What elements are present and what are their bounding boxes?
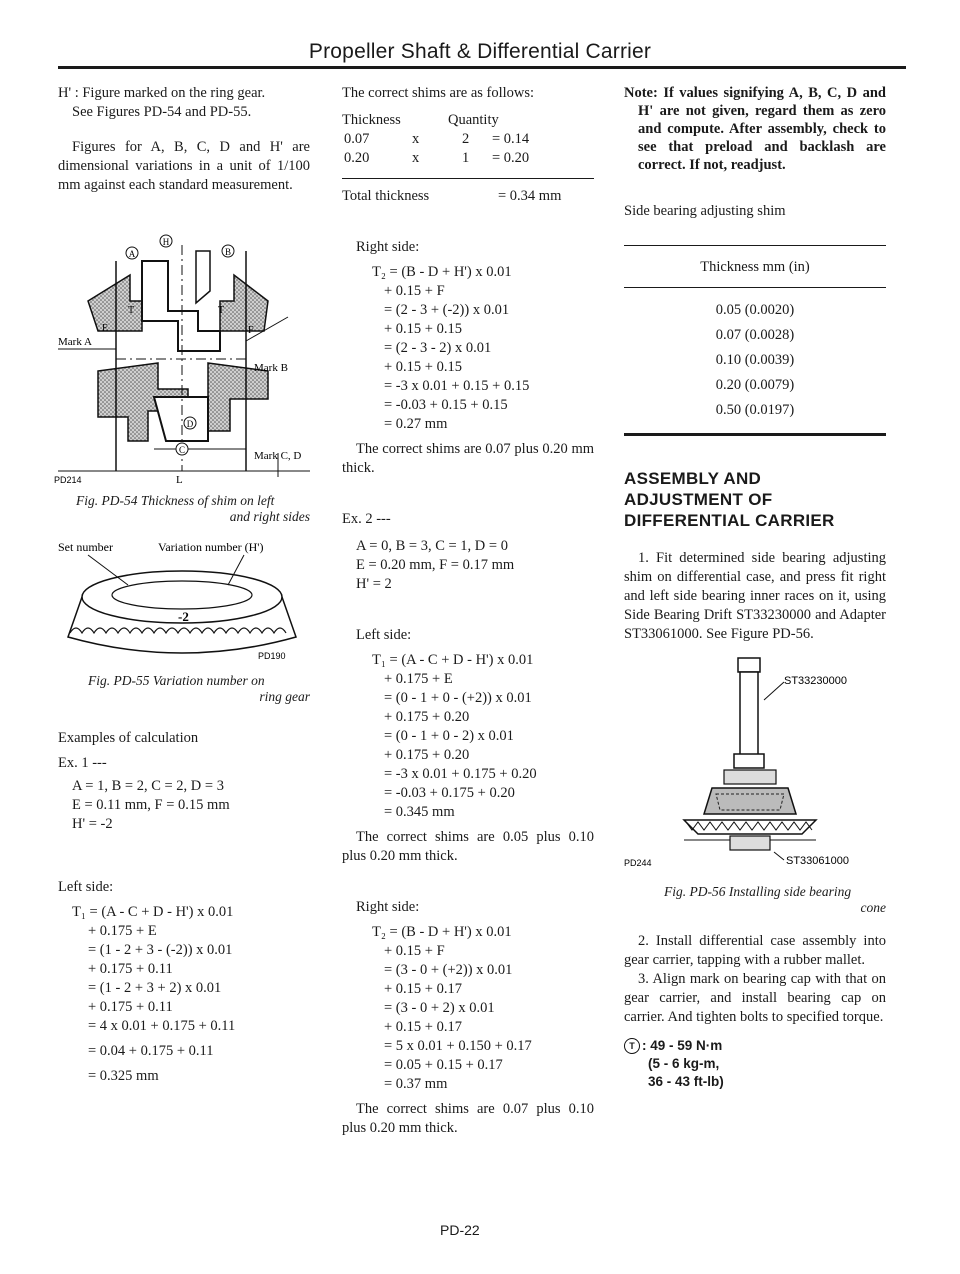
section-heading-line: DIFFERENTIAL CARRIER (624, 511, 835, 530)
shim-value: 0.07 (0.0028) (715, 327, 795, 343)
calc-line: + 0.175 + 0.20 (384, 709, 470, 725)
cell: 2 (462, 131, 470, 147)
calc-line: + 0.175 + 0.11 (88, 961, 173, 977)
shim-values-list (624, 298, 886, 423)
label-d: D (186, 419, 194, 429)
label-h: H (162, 237, 170, 247)
shim-table-top-rule (624, 245, 886, 246)
total-label: Total thickness (342, 188, 430, 204)
label-t1: T (128, 305, 135, 316)
shim-value: 0.05 (0.0020) (715, 302, 795, 318)
calc-line: + 0.15 + F (384, 943, 445, 959)
bearing-drift-drawing (624, 654, 886, 874)
ex1-right-calculation (342, 263, 594, 434)
total-row (342, 187, 594, 206)
cell: = 0.14 (492, 131, 530, 147)
calc-line: + 0.15 + 0.17 (384, 1019, 462, 1035)
figure-code-pd214: PD214 (54, 475, 82, 485)
caption-line-1: Fig. PD-56 Installing side bearing (664, 884, 852, 899)
step-2: 2. Install differential case assembly into gear carrier, tapping with a rubber mallet. (624, 933, 886, 968)
shim-table-header (342, 111, 594, 130)
figures-paragraph: Figures for A, B, C, D and H' are dimensional variations in a unit of 1/100 mm against each standard measurement. (58, 139, 310, 193)
shim-table (342, 111, 594, 168)
ex2-right-calculation (342, 923, 594, 1094)
calc-line: = -3 x 0.01 + 0.15 + 0.15 (384, 378, 530, 394)
page-title: Propeller Shaft & Differential Carrier (308, 40, 652, 63)
right-side-label: Right side: (356, 239, 420, 255)
shim-table-title: Side bearing adjusting shim (624, 203, 786, 219)
figure-pd54 (54, 221, 310, 486)
section-heading (624, 468, 886, 531)
hprime-definition: H' : Figure marked on the ring gear. (58, 85, 266, 101)
page-number: PD-22 (440, 1222, 480, 1238)
column-3 (624, 84, 886, 1091)
calc-line: = (3 - 0 + (+2)) x 0.01 (384, 962, 513, 978)
note-paragraph: Note: If values signifying A, B, C, D and H' are not given, regard them as zero and compute. After assembly, check to see that preload and backlash are correct. If not, readjust. (624, 85, 886, 173)
ring-gear-drawing (58, 541, 310, 671)
torque-icon: T (624, 1038, 640, 1054)
example-1-label: Ex. 1 --- (58, 755, 107, 771)
label-l: L (176, 474, 183, 486)
label-c: C (178, 445, 186, 455)
caption-line-2: ring gear (259, 689, 310, 704)
table-rule (342, 178, 594, 179)
calc-line: = (2 - 3 + (-2)) x 0.01 (384, 302, 510, 318)
calc-line: T₁ = (A - C + D - H') x 0.01 (72, 904, 234, 920)
examples-heading: Examples of calculation (58, 730, 199, 746)
calc-line: = 0.325 mm (88, 1068, 159, 1084)
header-thickness: Thickness (342, 112, 401, 128)
section-heading-line: ASSEMBLY AND (624, 469, 762, 488)
calc-line: T₁ = (A - C + D - H') x 0.01 (372, 652, 534, 668)
calc-line: + 0.175 + E (384, 671, 453, 687)
ex2-left-result: The correct shims are 0.05 plus 0.10 plus 0.20 mm thick. (342, 829, 594, 864)
label-b: B (224, 247, 232, 257)
calc-line: = -0.03 + 0.175 + 0.20 (384, 785, 515, 801)
calc-line: + 0.15 + F (384, 283, 445, 299)
ex1-left-calculation (58, 903, 310, 1086)
calc-line: = (3 - 0 + 2) x 0.01 (384, 1000, 495, 1016)
torque-spec (624, 1037, 886, 1091)
variation-number-label: Variation number (H') (158, 540, 264, 554)
mark-a-label: Mark A (58, 336, 92, 348)
calc-line: = 0.27 mm (384, 416, 448, 432)
calc-line: + 0.15 + 0.15 (384, 321, 462, 337)
ex2-values-2: E = 0.20 mm, F = 0.17 mm (356, 557, 515, 573)
header-quantity: Quantity (448, 112, 499, 128)
section-heading-line: ADJUSTMENT OF (624, 490, 773, 509)
calc-line: = 4 x 0.01 + 0.175 + 0.11 (88, 1018, 236, 1034)
figure-code-pd190: PD190 (258, 651, 286, 661)
shim-value: 0.20 (0.0079) (715, 377, 795, 393)
ex2-left-calculation (342, 651, 594, 822)
calc-line: = 0.04 + 0.175 + 0.11 (88, 1043, 214, 1059)
ex1-values-3: H' = -2 (72, 816, 113, 832)
variation-mark: -2 (178, 609, 189, 624)
shim-value: 0.50 (0.0197) (715, 402, 795, 418)
calc-line: + 0.175 + 0.11 (88, 999, 173, 1015)
calc-line: = (0 - 1 + 0 - (+2)) x 0.01 (384, 690, 532, 706)
cell: = 0.20 (492, 150, 530, 166)
label-e: E (102, 323, 109, 334)
left-side-label: Left side: (58, 879, 114, 895)
shim-table-row (342, 149, 594, 168)
mark-b-label: Mark B (254, 362, 288, 374)
shim-cross-section-diagram (54, 221, 310, 486)
total-value: = 0.34 mm (498, 188, 562, 204)
calc-line: = -3 x 0.01 + 0.175 + 0.20 (384, 766, 537, 782)
step-3: 3. Align mark on bearing cap with that on gear carrier, and install bearing cap on carrier. And tighten bolts to specified torque. (624, 971, 886, 1025)
tool-label-st33230000: ST33230000 (784, 675, 847, 687)
example-2-label: Ex. 2 --- (342, 511, 391, 527)
column-1 (54, 84, 310, 1086)
shim-table-bottom-rule (624, 433, 886, 436)
calc-line: T₂ = (B - D + H') x 0.01 (372, 924, 512, 940)
cell: 1 (462, 150, 470, 166)
shim-table-header-rule (624, 287, 886, 288)
cell: x (412, 131, 420, 147)
figure-pd55 (58, 541, 310, 671)
shim-value: 0.10 (0.0039) (715, 352, 795, 368)
ex2-values-1: A = 0, B = 3, C = 1, D = 0 (356, 538, 508, 554)
label-f: F (248, 325, 254, 336)
calc-line: = (1 - 2 + 3 + 2) x 0.01 (88, 980, 222, 996)
set-number-label: Set number (58, 540, 113, 554)
calc-line: = 0.05 + 0.15 + 0.17 (384, 1057, 503, 1073)
header-rule (58, 66, 906, 69)
ex2-values-3: H' = 2 (356, 576, 392, 592)
calc-line: = (0 - 1 + 0 - 2) x 0.01 (384, 728, 514, 744)
calc-line: = 0.345 mm (384, 804, 455, 820)
label-a: A (128, 249, 136, 259)
mark-cd-label: Mark C, D (254, 450, 302, 462)
cell: 0.20 (344, 150, 370, 166)
caption-line-1: Fig. PD-54 Thickness of shim on left (76, 493, 275, 508)
figure-pd56-caption (624, 884, 886, 916)
tool-label-st33061000: ST33061000 (786, 855, 849, 867)
calc-line: = -0.03 + 0.15 + 0.15 (384, 397, 508, 413)
figure-pd56 (624, 654, 886, 874)
ex1-values-1: A = 1, B = 2, C = 2, D = 3 (72, 778, 224, 794)
calc-line: = 0.37 mm (384, 1076, 448, 1092)
figure-code-pd244: PD244 (624, 858, 652, 868)
calc-line: + 0.175 + 0.20 (384, 747, 470, 763)
calc-line: + 0.15 + 0.15 (384, 359, 462, 375)
calc-line: + 0.175 + E (88, 923, 157, 939)
calc-line: + 0.15 + 0.17 (384, 981, 462, 997)
ex1-right-result: The correct shims are 0.07 plus 0.20 mm thick. (342, 441, 594, 476)
column-2 (342, 84, 594, 1138)
torque-value-ftlb: 36 - 43 ft-lb) (648, 1074, 724, 1089)
shim-table-row (342, 130, 594, 149)
label-t2: T (218, 305, 225, 316)
left-side-label: Left side: (356, 627, 412, 643)
caption-line-1: Fig. PD-55 Variation number on (88, 673, 265, 688)
ex2-right-result: The correct shims are 0.07 plus 0.10 plus 0.20 mm thick. (342, 1101, 594, 1136)
right-side-label: Right side: (356, 899, 420, 915)
calc-line: = (2 - 3 - 2) x 0.01 (384, 340, 492, 356)
cell: 0.07 (344, 131, 370, 147)
cell: x (412, 150, 420, 166)
hprime-definition-2: See Figures PD-54 and PD-55. (72, 104, 252, 120)
shim-table-header: Thickness mm (in) (700, 259, 810, 275)
figure-pd55-caption (58, 673, 310, 705)
torque-value-kgm: (5 - 6 kg-m, (648, 1056, 720, 1071)
step-1: 1. Fit determined side bearing adjusting shim on differential case, and press fit right and left side bearing inner races on it, using Side Bearing Drift ST33230000 and Adapter ST33061000. See Figure PD-56. (624, 550, 886, 642)
calc-line: = (1 - 2 + 3 - (-2)) x 0.01 (88, 942, 233, 958)
torque-value: : 49 - 59 N·m (642, 1038, 723, 1053)
calc-line: = 5 x 0.01 + 0.150 + 0.17 (384, 1038, 532, 1054)
caption-line-2: and right sides (229, 509, 310, 524)
figure-pd54-caption (58, 493, 310, 525)
caption-line-2: cone (860, 900, 886, 915)
calc-line: T₂ = (B - D + H') x 0.01 (372, 264, 512, 280)
correct-shims-intro: The correct shims are as follows: (342, 85, 535, 101)
ex1-values-2: E = 0.11 mm, F = 0.15 mm (72, 797, 230, 813)
